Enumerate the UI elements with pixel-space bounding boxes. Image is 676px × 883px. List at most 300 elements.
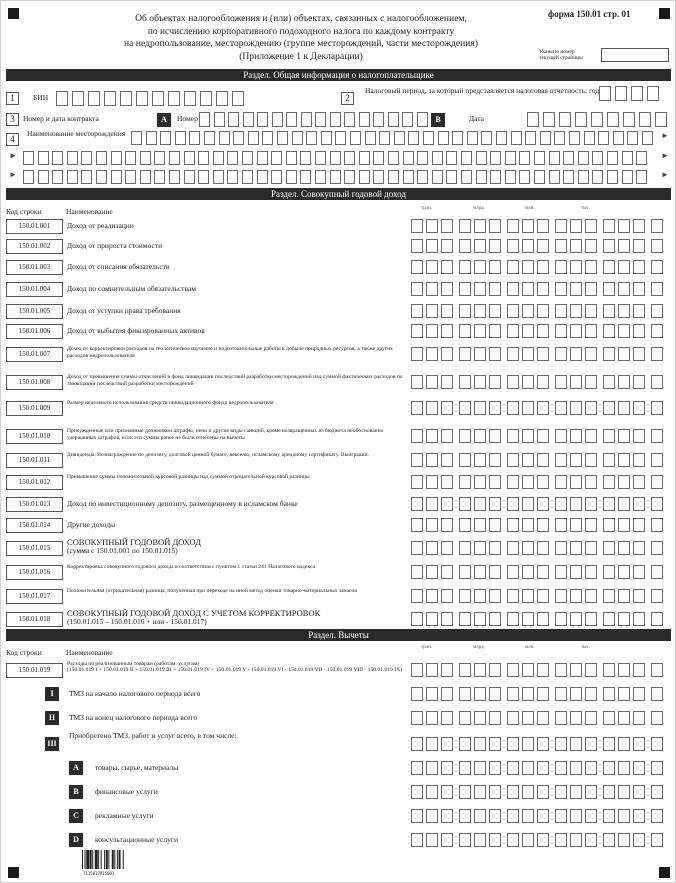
- amount-cell[interactable]: [570, 589, 582, 603]
- amount-cell[interactable]: [474, 324, 486, 338]
- amount-cell[interactable]: [585, 429, 597, 443]
- amount-cell[interactable]: [585, 687, 597, 701]
- amount-cell[interactable]: [537, 785, 549, 799]
- amount-cell[interactable]: [555, 612, 567, 626]
- amount-cell[interactable]: [555, 401, 567, 415]
- amount-cell[interactable]: [507, 711, 519, 725]
- input-cell[interactable]: [402, 112, 413, 127]
- amount-cell[interactable]: [651, 809, 663, 823]
- input-cell[interactable]: [96, 170, 107, 184]
- amount-cell[interactable]: [441, 785, 453, 799]
- amount-cell[interactable]: [603, 219, 615, 233]
- amount-cell[interactable]: [411, 687, 423, 701]
- amount-cell[interactable]: [651, 687, 663, 701]
- amount-cell[interactable]: [441, 589, 453, 603]
- amount-cell[interactable]: [537, 809, 549, 823]
- amount-cell[interactable]: [537, 761, 549, 775]
- input-cell[interactable]: [655, 112, 667, 127]
- amount-cell[interactable]: [570, 239, 582, 253]
- amount-cell[interactable]: [522, 541, 534, 555]
- input-cell[interactable]: [423, 131, 434, 145]
- amount-cell[interactable]: [441, 833, 453, 847]
- input-cell[interactable]: [242, 170, 253, 184]
- amount-cell[interactable]: [474, 375, 486, 389]
- input-cell[interactable]: [286, 151, 297, 165]
- amount-cell[interactable]: [441, 612, 453, 626]
- input-cell[interactable]: [452, 131, 463, 145]
- amount-cell[interactable]: [441, 663, 453, 677]
- amount-cell[interactable]: [474, 518, 486, 532]
- input-cell[interactable]: [214, 112, 225, 127]
- input-cell[interactable]: [257, 151, 268, 165]
- amount-cell[interactable]: [441, 565, 453, 579]
- amount-cell[interactable]: [585, 453, 597, 467]
- amount-cell[interactable]: [633, 497, 645, 511]
- amount-cell[interactable]: [633, 518, 645, 532]
- amount-cell[interactable]: [411, 663, 423, 677]
- amount-cell[interactable]: [411, 282, 423, 296]
- amount-cell[interactable]: [585, 282, 597, 296]
- amount-cell[interactable]: [507, 785, 519, 799]
- amount-cell[interactable]: [441, 737, 453, 751]
- input-cell[interactable]: [232, 91, 244, 106]
- input-cell[interactable]: [631, 86, 643, 101]
- amount-cell[interactable]: [651, 401, 663, 415]
- amount-cell[interactable]: [507, 429, 519, 443]
- amount-cell[interactable]: [633, 239, 645, 253]
- amount-cell[interactable]: [522, 833, 534, 847]
- amount-cell[interactable]: [474, 541, 486, 555]
- input-cell[interactable]: [72, 91, 84, 106]
- amount-cell[interactable]: [633, 219, 645, 233]
- amount-cell[interactable]: [411, 541, 423, 555]
- amount-cell[interactable]: [507, 453, 519, 467]
- amount-cell[interactable]: [411, 453, 423, 467]
- amount-cell[interactable]: [603, 453, 615, 467]
- amount-cell[interactable]: [441, 304, 453, 318]
- amount-cell[interactable]: [633, 809, 645, 823]
- amount-cell[interactable]: [618, 711, 630, 725]
- amount-cell[interactable]: [459, 282, 471, 296]
- amount-cell[interactable]: [441, 219, 453, 233]
- amount-cell[interactable]: [459, 785, 471, 799]
- amount-cell[interactable]: [474, 663, 486, 677]
- amount-cell[interactable]: [585, 260, 597, 274]
- input-cell[interactable]: [277, 131, 288, 145]
- amount-cell[interactable]: [489, 518, 501, 532]
- input-cell[interactable]: [559, 112, 571, 127]
- amount-cell[interactable]: [618, 518, 630, 532]
- amount-cell[interactable]: [522, 475, 534, 489]
- input-cell[interactable]: [104, 91, 116, 106]
- amount-cell[interactable]: [570, 347, 582, 361]
- amount-cell[interactable]: [603, 518, 615, 532]
- amount-cell[interactable]: [489, 809, 501, 823]
- input-cell[interactable]: [549, 170, 560, 184]
- amount-cell[interactable]: [603, 347, 615, 361]
- amount-cell[interactable]: [459, 304, 471, 318]
- amount-cell[interactable]: [426, 687, 438, 701]
- amount-cell[interactable]: [474, 453, 486, 467]
- amount-cell[interactable]: [603, 260, 615, 274]
- amount-cell[interactable]: [459, 518, 471, 532]
- amount-cell[interactable]: [441, 375, 453, 389]
- amount-cell[interactable]: [633, 541, 645, 555]
- amount-cell[interactable]: [441, 518, 453, 532]
- input-cell[interactable]: [160, 131, 171, 145]
- amount-cell[interactable]: [489, 260, 501, 274]
- input-cell[interactable]: [257, 112, 268, 127]
- amount-cell[interactable]: [633, 761, 645, 775]
- input-cell[interactable]: [131, 131, 142, 145]
- amount-cell[interactable]: [633, 375, 645, 389]
- amount-cell[interactable]: [489, 401, 501, 415]
- amount-cell[interactable]: [474, 304, 486, 318]
- amount-cell[interactable]: [570, 324, 582, 338]
- amount-cell[interactable]: [618, 737, 630, 751]
- amount-cell[interactable]: [489, 737, 501, 751]
- amount-cell[interactable]: [441, 711, 453, 725]
- amount-cell[interactable]: [633, 737, 645, 751]
- amount-cell[interactable]: [459, 239, 471, 253]
- amount-cell[interactable]: [522, 282, 534, 296]
- amount-cell[interactable]: [555, 453, 567, 467]
- amount-cell[interactable]: [537, 219, 549, 233]
- amount-cell[interactable]: [555, 565, 567, 579]
- amount-cell[interactable]: [411, 347, 423, 361]
- amount-cell[interactable]: [537, 833, 549, 847]
- input-cell[interactable]: [622, 170, 633, 184]
- amount-cell[interactable]: [507, 687, 519, 701]
- input-cell[interactable]: [154, 170, 165, 184]
- amount-cell[interactable]: [537, 375, 549, 389]
- amount-cell[interactable]: [618, 219, 630, 233]
- input-cell[interactable]: [578, 170, 589, 184]
- input-cell[interactable]: [271, 151, 282, 165]
- amount-cell[interactable]: [603, 589, 615, 603]
- amount-cell[interactable]: [603, 304, 615, 318]
- amount-cell[interactable]: [426, 497, 438, 511]
- amount-cell[interactable]: [489, 663, 501, 677]
- amount-cell[interactable]: [570, 282, 582, 296]
- amount-cell[interactable]: [489, 761, 501, 775]
- amount-cell[interactable]: [441, 761, 453, 775]
- input-cell[interactable]: [569, 131, 580, 145]
- input-cell[interactable]: [330, 151, 341, 165]
- amount-cell[interactable]: [411, 612, 423, 626]
- amount-cell[interactable]: [537, 518, 549, 532]
- amount-cell[interactable]: [426, 347, 438, 361]
- amount-cell[interactable]: [603, 239, 615, 253]
- input-cell[interactable]: [315, 151, 326, 165]
- input-cell[interactable]: [184, 151, 195, 165]
- amount-cell[interactable]: [651, 541, 663, 555]
- amount-cell[interactable]: [585, 347, 597, 361]
- amount-cell[interactable]: [555, 687, 567, 701]
- input-cell[interactable]: [199, 112, 210, 127]
- amount-cell[interactable]: [555, 737, 567, 751]
- amount-cell[interactable]: [411, 833, 423, 847]
- amount-cell[interactable]: [522, 453, 534, 467]
- amount-cell[interactable]: [651, 711, 663, 725]
- input-cell[interactable]: [286, 112, 297, 127]
- amount-cell[interactable]: [459, 541, 471, 555]
- amount-cell[interactable]: [426, 711, 438, 725]
- amount-cell[interactable]: [459, 663, 471, 677]
- input-cell[interactable]: [184, 170, 195, 184]
- input-cell[interactable]: [272, 112, 283, 127]
- input-cell[interactable]: [490, 151, 501, 165]
- amount-cell[interactable]: [507, 304, 519, 318]
- input-cell[interactable]: [140, 170, 151, 184]
- amount-cell[interactable]: [618, 453, 630, 467]
- input-cell[interactable]: [446, 170, 457, 184]
- amount-cell[interactable]: [459, 809, 471, 823]
- amount-cell[interactable]: [537, 324, 549, 338]
- amount-cell[interactable]: [441, 497, 453, 511]
- input-cell[interactable]: [233, 131, 244, 145]
- amount-cell[interactable]: [633, 282, 645, 296]
- amount-cell[interactable]: [474, 219, 486, 233]
- input-cell[interactable]: [607, 112, 619, 127]
- amount-cell[interactable]: [411, 565, 423, 579]
- input-cell[interactable]: [321, 131, 332, 145]
- input-cell[interactable]: [219, 131, 230, 145]
- amount-cell[interactable]: [585, 239, 597, 253]
- amount-cell[interactable]: [537, 260, 549, 274]
- amount-cell[interactable]: [537, 711, 549, 725]
- amount-cell[interactable]: [537, 453, 549, 467]
- input-cell[interactable]: [527, 112, 539, 127]
- amount-cell[interactable]: [507, 347, 519, 361]
- amount-cell[interactable]: [489, 239, 501, 253]
- amount-cell[interactable]: [618, 761, 630, 775]
- amount-cell[interactable]: [459, 565, 471, 579]
- amount-cell[interactable]: [618, 282, 630, 296]
- amount-cell[interactable]: [411, 375, 423, 389]
- amount-cell[interactable]: [537, 401, 549, 415]
- amount-cell[interactable]: [426, 401, 438, 415]
- input-cell[interactable]: [286, 170, 297, 184]
- amount-cell[interactable]: [441, 809, 453, 823]
- input-cell[interactable]: [365, 131, 376, 145]
- amount-cell[interactable]: [585, 375, 597, 389]
- amount-cell[interactable]: [522, 304, 534, 318]
- amount-cell[interactable]: [441, 401, 453, 415]
- amount-cell[interactable]: [651, 497, 663, 511]
- amount-cell[interactable]: [585, 541, 597, 555]
- page-number-field[interactable]: [601, 48, 669, 62]
- amount-cell[interactable]: [474, 737, 486, 751]
- amount-cell[interactable]: [633, 785, 645, 799]
- input-cell[interactable]: [248, 131, 259, 145]
- amount-cell[interactable]: [585, 497, 597, 511]
- amount-cell[interactable]: [570, 260, 582, 274]
- amount-cell[interactable]: [441, 541, 453, 555]
- amount-cell[interactable]: [522, 687, 534, 701]
- input-cell[interactable]: [543, 112, 555, 127]
- amount-cell[interactable]: [426, 761, 438, 775]
- amount-cell[interactable]: [507, 612, 519, 626]
- input-cell[interactable]: [300, 170, 311, 184]
- input-cell[interactable]: [344, 112, 355, 127]
- amount-cell[interactable]: [570, 475, 582, 489]
- input-cell[interactable]: [467, 131, 478, 145]
- amount-cell[interactable]: [441, 260, 453, 274]
- amount-cell[interactable]: [537, 589, 549, 603]
- amount-cell[interactable]: [603, 429, 615, 443]
- amount-cell[interactable]: [585, 518, 597, 532]
- amount-cell[interactable]: [474, 711, 486, 725]
- amount-cell[interactable]: [474, 612, 486, 626]
- input-cell[interactable]: [125, 151, 136, 165]
- amount-cell[interactable]: [426, 737, 438, 751]
- amount-cell[interactable]: [651, 518, 663, 532]
- amount-cell[interactable]: [459, 453, 471, 467]
- amount-cell[interactable]: [555, 475, 567, 489]
- input-cell[interactable]: [38, 170, 49, 184]
- amount-cell[interactable]: [618, 589, 630, 603]
- amount-cell[interactable]: [522, 809, 534, 823]
- amount-cell[interactable]: [507, 282, 519, 296]
- amount-cell[interactable]: [651, 663, 663, 677]
- amount-cell[interactable]: [474, 687, 486, 701]
- input-cell[interactable]: [476, 151, 487, 165]
- input-cell[interactable]: [271, 170, 282, 184]
- amount-cell[interactable]: [585, 304, 597, 318]
- amount-cell[interactable]: [570, 375, 582, 389]
- amount-cell[interactable]: [522, 612, 534, 626]
- amount-cell[interactable]: [555, 497, 567, 511]
- amount-cell[interactable]: [411, 304, 423, 318]
- amount-cell[interactable]: [426, 589, 438, 603]
- input-cell[interactable]: [584, 131, 595, 145]
- amount-cell[interactable]: [459, 497, 471, 511]
- amount-cell[interactable]: [411, 809, 423, 823]
- amount-cell[interactable]: [555, 541, 567, 555]
- amount-cell[interactable]: [537, 347, 549, 361]
- amount-cell[interactable]: [618, 429, 630, 443]
- amount-cell[interactable]: [522, 401, 534, 415]
- amount-cell[interactable]: [507, 401, 519, 415]
- amount-cell[interactable]: [489, 497, 501, 511]
- amount-cell[interactable]: [633, 663, 645, 677]
- amount-cell[interactable]: [522, 347, 534, 361]
- input-cell[interactable]: [598, 131, 609, 145]
- amount-cell[interactable]: [522, 589, 534, 603]
- amount-cell[interactable]: [459, 737, 471, 751]
- amount-cell[interactable]: [489, 429, 501, 443]
- input-cell[interactable]: [417, 151, 428, 165]
- amount-cell[interactable]: [537, 239, 549, 253]
- input-cell[interactable]: [67, 151, 78, 165]
- input-cell[interactable]: [379, 131, 390, 145]
- input-cell[interactable]: [213, 151, 224, 165]
- amount-cell[interactable]: [633, 260, 645, 274]
- amount-cell[interactable]: [507, 324, 519, 338]
- amount-cell[interactable]: [411, 761, 423, 775]
- amount-cell[interactable]: [474, 589, 486, 603]
- amount-cell[interactable]: [603, 612, 615, 626]
- input-cell[interactable]: [639, 112, 651, 127]
- amount-cell[interactable]: [411, 737, 423, 751]
- input-cell[interactable]: [505, 151, 516, 165]
- amount-cell[interactable]: [555, 429, 567, 443]
- input-cell[interactable]: [136, 91, 148, 106]
- input-cell[interactable]: [111, 170, 122, 184]
- amount-cell[interactable]: [474, 809, 486, 823]
- input-cell[interactable]: [146, 131, 157, 145]
- amount-cell[interactable]: [426, 612, 438, 626]
- input-cell[interactable]: [242, 151, 253, 165]
- amount-cell[interactable]: [618, 304, 630, 318]
- amount-cell[interactable]: [507, 663, 519, 677]
- amount-cell[interactable]: [570, 565, 582, 579]
- amount-cell[interactable]: [633, 475, 645, 489]
- amount-cell[interactable]: [489, 711, 501, 725]
- input-cell[interactable]: [344, 151, 355, 165]
- input-cell[interactable]: [315, 112, 326, 127]
- input-cell[interactable]: [168, 91, 180, 106]
- amount-cell[interactable]: [489, 565, 501, 579]
- amount-cell[interactable]: [441, 687, 453, 701]
- amount-cell[interactable]: [570, 518, 582, 532]
- amount-cell[interactable]: [585, 809, 597, 823]
- input-cell[interactable]: [432, 170, 443, 184]
- input-cell[interactable]: [154, 151, 165, 165]
- input-cell[interactable]: [292, 131, 303, 145]
- amount-cell[interactable]: [426, 429, 438, 443]
- amount-cell[interactable]: [441, 475, 453, 489]
- input-cell[interactable]: [169, 170, 180, 184]
- amount-cell[interactable]: [618, 785, 630, 799]
- amount-cell[interactable]: [426, 475, 438, 489]
- amount-cell[interactable]: [555, 785, 567, 799]
- amount-cell[interactable]: [585, 711, 597, 725]
- amount-cell[interactable]: [426, 833, 438, 847]
- amount-cell[interactable]: [585, 475, 597, 489]
- amount-cell[interactable]: [426, 219, 438, 233]
- input-cell[interactable]: [56, 91, 68, 106]
- amount-cell[interactable]: [474, 401, 486, 415]
- amount-cell[interactable]: [570, 785, 582, 799]
- input-cell[interactable]: [67, 170, 78, 184]
- amount-cell[interactable]: [603, 282, 615, 296]
- amount-cell[interactable]: [651, 565, 663, 579]
- amount-cell[interactable]: [411, 497, 423, 511]
- input-cell[interactable]: [636, 151, 647, 165]
- input-cell[interactable]: [96, 151, 107, 165]
- amount-cell[interactable]: [459, 219, 471, 233]
- input-cell[interactable]: [476, 170, 487, 184]
- amount-cell[interactable]: [651, 219, 663, 233]
- amount-cell[interactable]: [489, 347, 501, 361]
- amount-cell[interactable]: [507, 809, 519, 823]
- input-cell[interactable]: [490, 170, 501, 184]
- amount-cell[interactable]: [489, 324, 501, 338]
- amount-cell[interactable]: [585, 833, 597, 847]
- amount-cell[interactable]: [441, 239, 453, 253]
- input-cell[interactable]: [461, 170, 472, 184]
- input-cell[interactable]: [23, 170, 34, 184]
- input-cell[interactable]: [169, 151, 180, 165]
- amount-cell[interactable]: [618, 497, 630, 511]
- amount-cell[interactable]: [651, 785, 663, 799]
- amount-cell[interactable]: [537, 541, 549, 555]
- amount-cell[interactable]: [459, 375, 471, 389]
- amount-cell[interactable]: [585, 761, 597, 775]
- input-cell[interactable]: [432, 151, 443, 165]
